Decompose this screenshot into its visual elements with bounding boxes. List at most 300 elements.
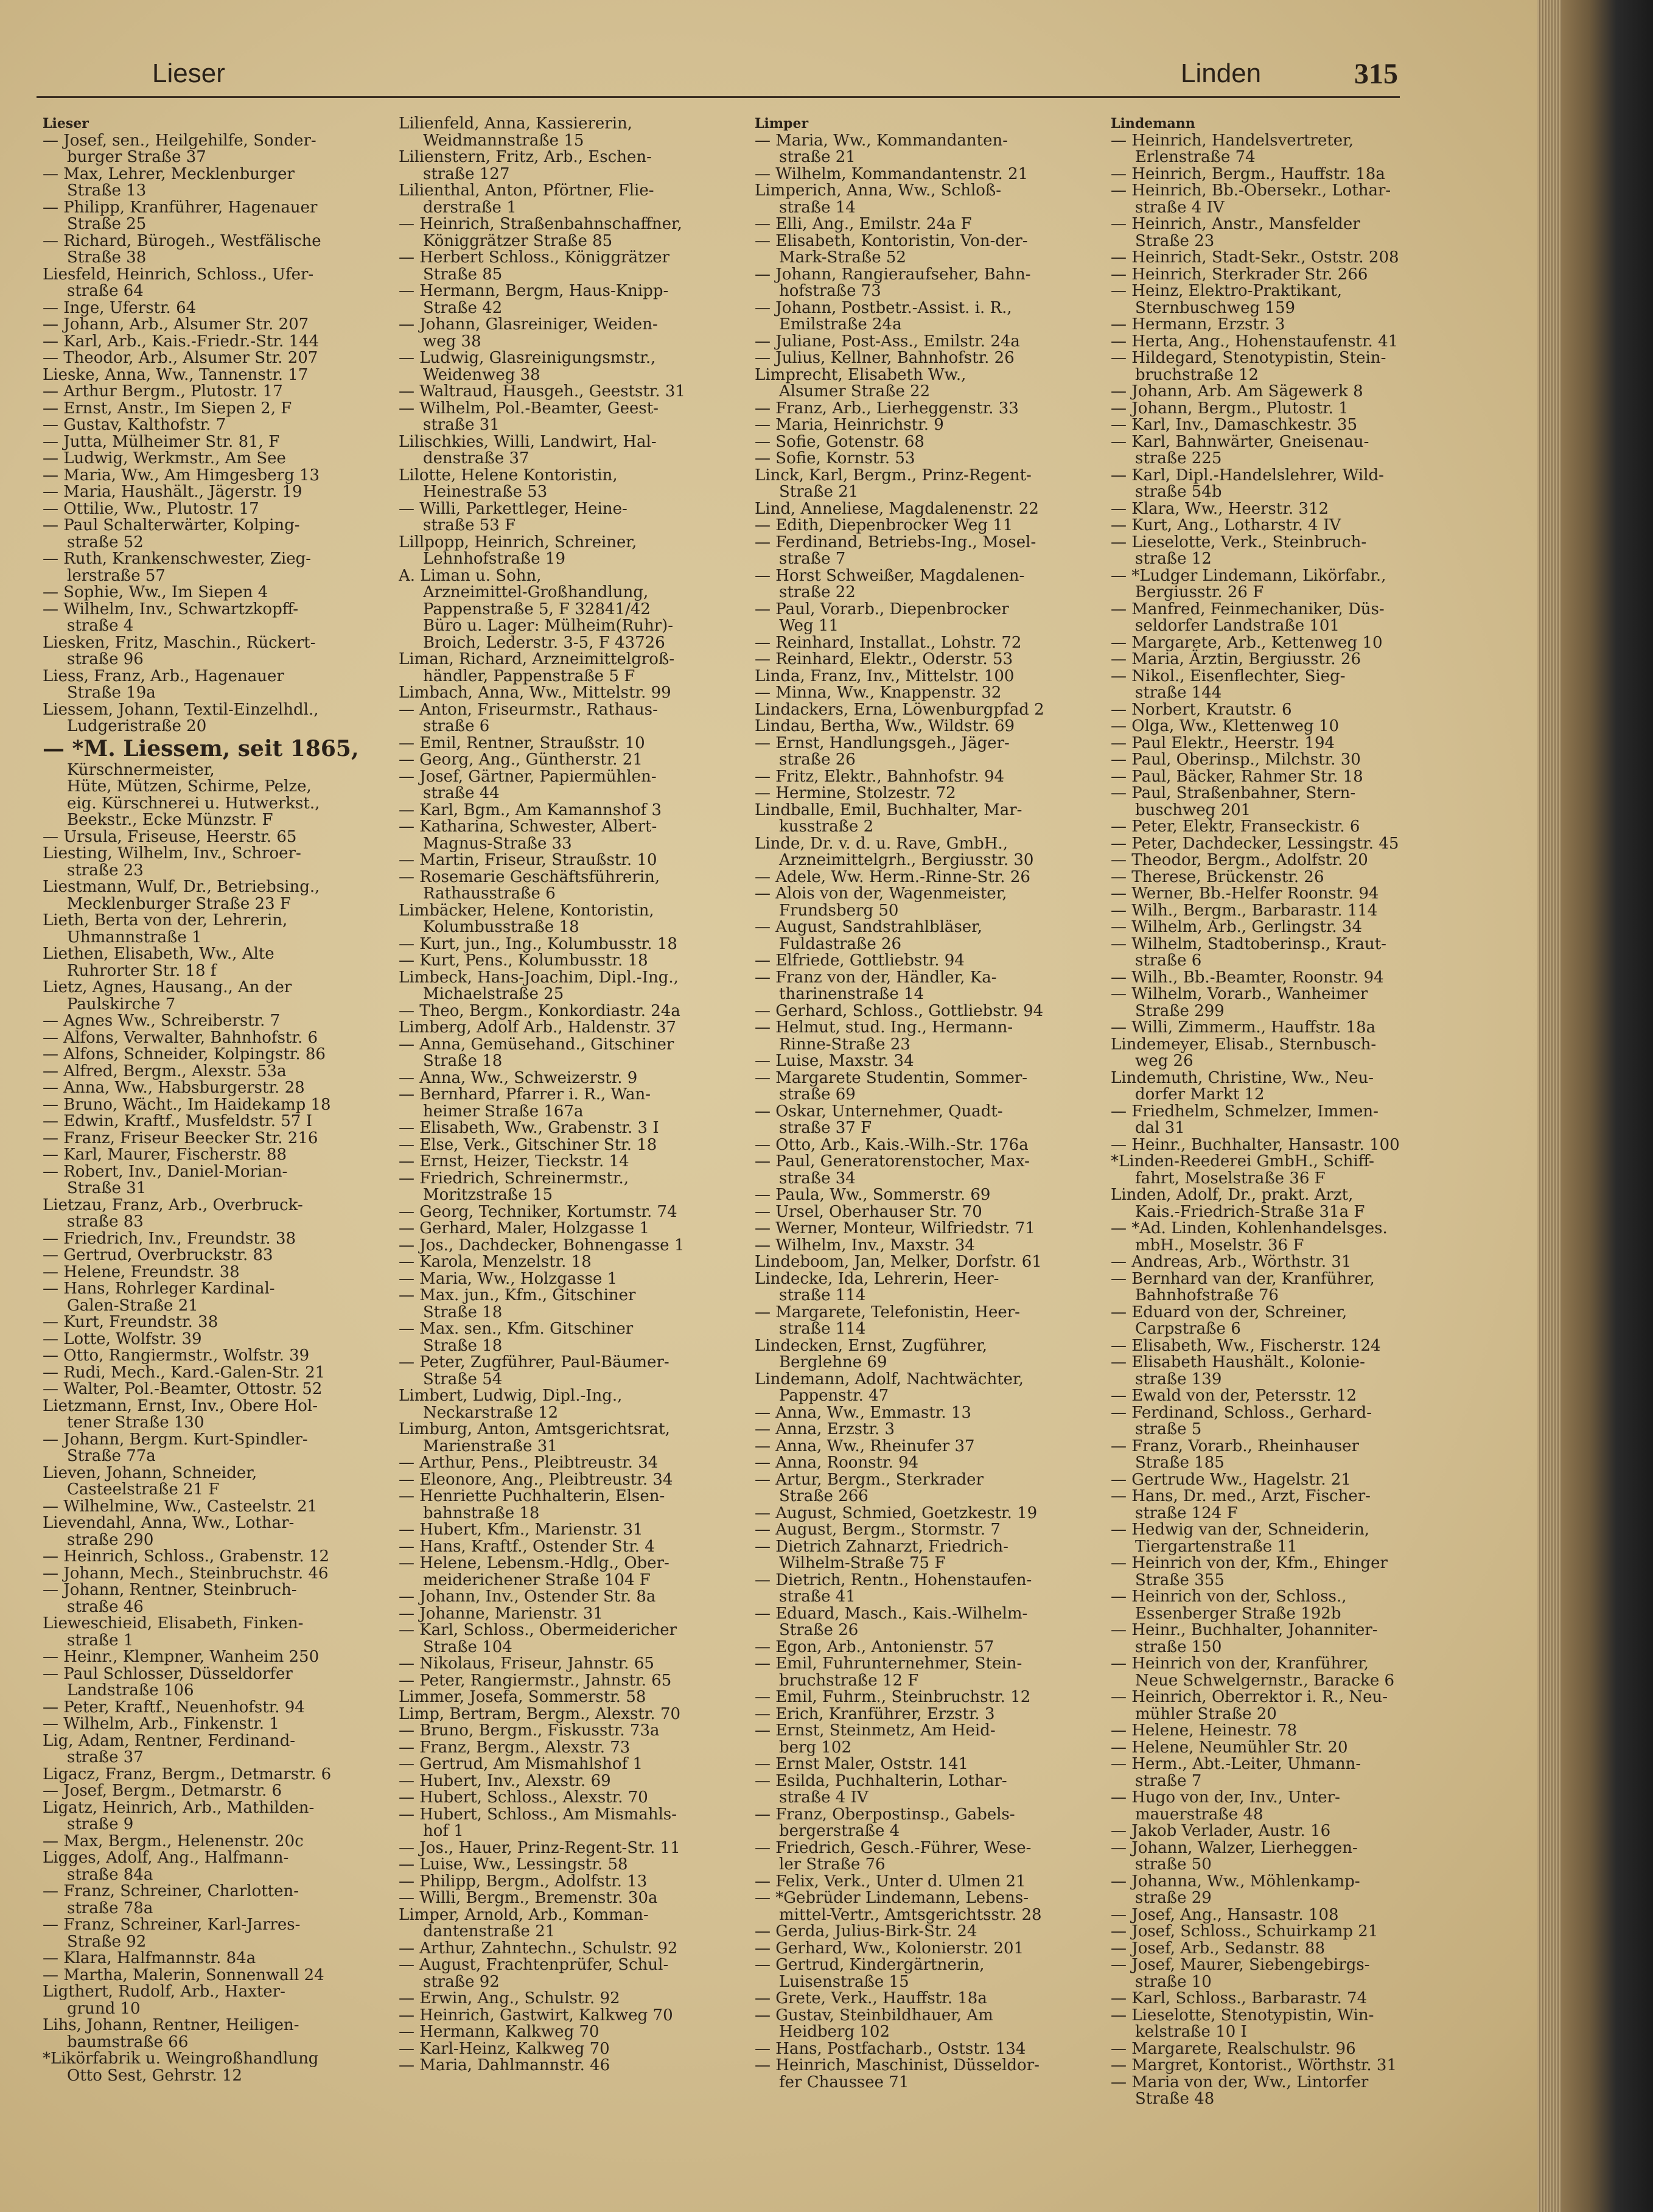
directory-entry-line: — Anna, Roonstr. 94 <box>755 1454 919 1472</box>
directory-entry-line: — Arthur, Pens., Pleibtreustr. 34 <box>399 1454 659 1472</box>
directory-entry-line: Büro u. Lager: Mülheim(Ruhr)- <box>423 617 674 635</box>
directory-entry-line: — Gerhard, Maler, Holzgasse 1 <box>399 1219 649 1237</box>
directory-entry-line: Ruhrorter Str. 18 f <box>67 961 217 980</box>
directory-entry-line: — Rudi, Mech., Kard.-Galen-Str. 21 <box>43 1363 326 1382</box>
directory-entry-line: Moritzstraße 15 <box>423 1186 553 1204</box>
directory-entry-line: Lieweschieid, Elisabeth, Finken- <box>43 1614 304 1633</box>
directory-entry-line: baumstraße 66 <box>67 2032 189 2051</box>
directory-entry-line: Straße 355 <box>1135 1570 1225 1589</box>
directory-entry-line: kelstraße 10 I <box>1135 2023 1247 2041</box>
directory-entry-line: — Paul, Vorarb., Diepenbrocker <box>755 600 1009 618</box>
directory-entry-line: Limperich, Anna, Ww., Schloß- <box>755 181 1002 200</box>
directory-entry-line: — Johann, Arb., Alsumer Str. 207 <box>43 315 309 334</box>
directory-entry-line: Lieser <box>43 116 89 131</box>
directory-entry-line: Linda, Franz, Inv., Mittelstr. 100 <box>755 667 1015 685</box>
directory-entry-line: straße 37 <box>67 1748 144 1766</box>
book-spine <box>1562 0 1653 2212</box>
directory-entry-line: tener Straße 130 <box>67 1413 204 1432</box>
directory-entry-line: — Sofie, Kornstr. 53 <box>755 449 915 467</box>
directory-entry-line: Straße 77a <box>67 1447 156 1465</box>
directory-entry-line: — Franz, Schreiner, Karl-Jarres- <box>43 1916 301 1934</box>
directory-entry-line: straße 290 <box>67 1530 154 1549</box>
directory-entry-line: — Heinz, Elektro-Praktikant, <box>1111 282 1343 300</box>
directory-entry-line: — Heinrich, Schloss., Grabenstr. 12 <box>43 1547 329 1566</box>
directory-entry-line: Straße 48 <box>1135 2090 1215 2108</box>
directory-entry-line: — Georg, Techniker, Kortumstr. 74 <box>399 1202 677 1221</box>
directory-entry-line: — Karl, Inv., Damaschkestr. 35 <box>1111 416 1358 434</box>
directory-entry-line: Luisenstraße 15 <box>779 1972 909 1991</box>
directory-entry-line: — Hubert, Schloss., Alexstr. 70 <box>399 1788 648 1807</box>
directory-entry-line: Pappenstr. 47 <box>779 1387 889 1405</box>
directory-entry-line: — Alfons, Schneider, Kolpingstr. 86 <box>43 1045 326 1063</box>
directory-entry-line: Lindballe, Emil, Buchhalter, Mar- <box>755 800 1022 819</box>
directory-entry-line: — Dietrich, Rentn., Hohenstaufen- <box>755 1570 1032 1589</box>
directory-entry-line: — Hans, Rohrleger Kardinal- <box>43 1279 275 1298</box>
directory-entry-line: eig. Kürschnerei u. Hutwerkst., <box>67 794 320 813</box>
directory-entry-line: Neckarstraße 12 <box>423 1403 559 1422</box>
directory-entry-line: hofstraße 73 <box>779 282 881 300</box>
directory-entry-line: — Wilh., Bergm., Barbarastr. 114 <box>1111 901 1378 920</box>
directory-entry-line: straße 53 F <box>423 516 516 534</box>
directory-entry-line: — Anna, Gemüsehand., Gitschiner <box>399 1035 674 1054</box>
directory-entry-line: Straße 19a <box>67 684 156 702</box>
directory-entry-line: Casteelstraße 21 F <box>67 1480 220 1499</box>
directory-entry-line: — Margarete, Realschulstr. 96 <box>1111 2039 1356 2058</box>
directory-entry-line: — Ewald von der, Petersstr. 12 <box>1111 1387 1357 1405</box>
directory-entry-line: — Max. sen., Kfm. Gitschiner <box>399 1320 634 1338</box>
directory-entry-line: Straße 266 <box>779 1487 868 1505</box>
directory-entry-line: straße 6 <box>423 717 490 735</box>
directory-entry-line: A. Liman u. Sohn, <box>399 566 542 585</box>
directory-entry-line: Straße 85 <box>423 265 503 284</box>
directory-entry-line: Straße 25 <box>67 215 147 233</box>
directory-entry-line: Lilischkies, Willi, Landwirt, Hal- <box>399 432 657 451</box>
directory-entry-line: — Hubert, Schloss., Am Mismahls- <box>399 1805 677 1824</box>
directory-entry-line: — Elisabeth, Kontoristin, Von-der- <box>755 231 1028 250</box>
directory-entry-line: Lilienfeld, Anna, Kassiererin, <box>399 116 633 133</box>
directory-entry-line: — Paul, Bäcker, Rahmer Str. 18 <box>1111 767 1363 786</box>
directory-entry-line: Straße 42 <box>423 298 503 317</box>
directory-entry-line: — Waltraud, Hausgeh., Geeststr. 31 <box>399 382 685 401</box>
directory-entry-line: bergerstraße 4 <box>779 1822 900 1840</box>
directory-entry-line: Lieven, Johann, Schneider, <box>43 1463 257 1482</box>
directory-entry-line: straße 12 <box>1135 550 1212 568</box>
directory-entry-line: dantenstraße 21 <box>423 1922 556 1941</box>
directory-entry-line: — Heinrich, Gastwirt, Kalkweg 70 <box>399 2006 673 2025</box>
directory-entry-line: — Gustav, Kalthofstr. 7 <box>43 416 226 434</box>
directory-entry-line: — Max, Bergm., Helenenstr. 20c <box>43 1832 304 1850</box>
directory-entry-line: — Bruno, Wächt., Im Haidekamp 18 <box>43 1095 331 1114</box>
directory-entry-line: — Wilhelm, Stadtoberinsp., Kraut- <box>1111 934 1386 953</box>
directory-entry-line: — Felix, Verk., Unter d. Ulmen 21 <box>755 1872 1026 1891</box>
directory-entry-line: — Franz, Vorarb., Rheinhauser <box>1111 1437 1359 1455</box>
directory-entry-line: — Wilhelm, Kommandantenstr. 21 <box>755 164 1029 183</box>
directory-entry-line: Ligatz, Heinrich, Arb., Mathilden- <box>43 1798 315 1817</box>
directory-entry-line: meiderichener Straße 104 F <box>423 1570 651 1589</box>
directory-entry-line: — Minna, Ww., Knappenstr. 32 <box>755 684 1002 702</box>
directory-entry-line: straße 29 <box>1135 1889 1212 1907</box>
directory-entry-line: — Maria, Haushält., Jägerstr. 19 <box>43 483 302 501</box>
directory-entry-line: straße 127 <box>423 164 510 183</box>
directory-entry-line: — Heinrich, Maschinist, Düsseldor- <box>755 2056 1040 2074</box>
directory-entry-line: — Robert, Inv., Daniel-Morian- <box>43 1162 288 1181</box>
directory-entry-line: — August, Sandstrahlbläser, <box>755 918 983 936</box>
directory-entry-line: — Eduard, Masch., Kais.-Wilhelm- <box>755 1604 1028 1623</box>
directory-entry-line: Limper <box>755 116 809 131</box>
page-header <box>37 0 1398 107</box>
directory-entry-line: — Josef, Schloss., Schuirkamp 21 <box>1111 1922 1379 1941</box>
directory-entry-line: — Josef, Gärtner, Papiermühlen- <box>399 767 657 786</box>
directory-entry-line: — Helmut, stud. Ing., Hermann- <box>755 1018 1013 1037</box>
directory-entry-line: straße 1 <box>67 1631 134 1650</box>
directory-entry-line: Straße 54 <box>423 1370 503 1388</box>
directory-entry-line: — Olga, Ww., Klettenweg 10 <box>1111 717 1340 735</box>
directory-entry-line: straße 124 F <box>1135 1503 1238 1522</box>
directory-entry-line: — August, Schmied, Goetzkestr. 19 <box>755 1503 1038 1522</box>
directory-entry-line: — Gustav, Steinbildhauer, Am <box>755 2006 993 2025</box>
directory-entry-line: — Willi, Parkettleger, Heine- <box>399 499 627 518</box>
directory-entry-line: — Kurt, Pens., Kolumbusstr. 18 <box>399 951 648 970</box>
directory-entry-line: — Nikolaus, Friseur, Jahnstr. 65 <box>399 1654 654 1673</box>
directory-entry-line: Ludgeristraße 20 <box>67 717 207 735</box>
directory-entry-line: — Maria, Heinrichstr. 9 <box>755 416 944 434</box>
running-head-left: Lieser <box>152 58 225 88</box>
directory-entry-line: — Heinrich, Handelsvertreter, <box>1111 131 1354 150</box>
directory-entry-line: Straße 299 <box>1135 1001 1225 1020</box>
directory-entry-line: Linck, Karl, Bergm., Prinz-Regent- <box>755 466 1032 485</box>
directory-entry-line: — Wilhelm, Arb., Finkenstr. 1 <box>43 1715 279 1733</box>
directory-entry-line: — *M. Liessem, seit 1865, <box>43 735 359 761</box>
directory-entry-line: — Maria von der, Ww., Lintorfer <box>1111 2073 1369 2091</box>
directory-entry-line: — Luise, Ww., Lessingstr. 58 <box>399 1855 628 1874</box>
directory-entry-line: — Karl, Bahnwärter, Gneisenau- <box>1111 432 1369 451</box>
directory-entry-line: — Hermann, Bergm, Haus-Knipp- <box>399 282 669 300</box>
directory-entry-line: — Johanne, Marienstr. 31 <box>399 1604 603 1623</box>
directory-entry-line: — Maria, Ärztin, Bergiusstr. 26 <box>1111 650 1361 668</box>
directory-entry-line: mauerstraße 48 <box>1135 1805 1263 1824</box>
directory-entry-line: weg 38 <box>423 332 481 351</box>
directory-entry-line: tharinenstraße 14 <box>779 985 924 1003</box>
directory-entry-line: hof 1 <box>423 1822 464 1840</box>
directory-entry-line: — Kurt, Ang., Lotharstr. 4 IV <box>1111 516 1341 534</box>
directory-entry-line: — Otto, Arb., Kais.-Wilh.-Str. 176a <box>755 1135 1029 1154</box>
directory-entry-line: straße 50 <box>1135 1855 1212 1874</box>
directory-entry-line: — Herm., Abt.-Leiter, Uhmann- <box>1111 1755 1361 1773</box>
directory-entry-line: mühler Straße 20 <box>1135 1704 1277 1723</box>
directory-entry-line: Alsumer Straße 22 <box>779 382 931 401</box>
directory-entry-line: — Emil, Fuhrm., Steinbruchstr. 12 <box>755 1688 1031 1706</box>
directory-entry-line: — Helene, Neumühler Str. 20 <box>1111 1738 1348 1757</box>
directory-entry-line: Linden, Adolf, Dr., prakt. Arzt, <box>1111 1186 1354 1204</box>
directory-entry-line: — Gertrud, Am Mismahlshof 1 <box>399 1755 643 1773</box>
directory-entry-line: Uhmannstraße 1 <box>67 928 202 947</box>
directory-entry-line: Limbach, Anna, Ww., Mittelstr. 99 <box>399 684 671 702</box>
directory-entry-line: Lindemann, Adolf, Nachtwächter, <box>755 1370 1024 1388</box>
directory-entry-line: — Anton, Friseurmstr., Rathaus- <box>399 700 658 719</box>
directory-entry-line: Berglehne 69 <box>779 1353 887 1371</box>
directory-entry-line: — Hans, Dr. med., Arzt, Fischer- <box>1111 1487 1371 1505</box>
column-2 <box>399 116 724 2197</box>
directory-entry-line: Limprecht, Elisabeth Ww., <box>755 365 966 384</box>
directory-entry-line: Kais.-Friedrich-Straße 31a F <box>1135 1202 1365 1221</box>
directory-entry-line: — Willi, Bergm., Bremenstr. 30a <box>399 1889 658 1907</box>
directory-entry-line: straße 54b <box>1135 483 1222 501</box>
directory-entry-line: — Karl, Dipl.-Handelslehrer, Wild- <box>1111 466 1384 485</box>
directory-entry-line: *Linden-Reederei GmbH., Schiff- <box>1111 1152 1374 1171</box>
directory-entry-line: — Franz, Bergm., Alexstr. 73 <box>399 1738 631 1757</box>
directory-entry-line: — Erich, Kranführer, Erzstr. 3 <box>755 1704 995 1723</box>
directory-entry-line: straße 37 F <box>779 1119 872 1137</box>
directory-entry-line: — Johann, Bergm. Kurt-Spindler- <box>43 1430 308 1449</box>
header-rule <box>37 96 1400 98</box>
directory-entry-line: — Josef, sen., Heilgehilfe, Sonder- <box>43 131 316 150</box>
directory-entry-line: — Wilhelm, Inv., Maxstr. 34 <box>755 1236 975 1255</box>
directory-entry-line: Straße 21 <box>779 483 859 501</box>
directory-entry-line: Königgrätzer Straße 85 <box>423 231 613 250</box>
directory-entry-line: — Fritz, Elektr., Bahnhofstr. 94 <box>755 767 1005 786</box>
directory-entry-line: straße 64 <box>67 282 144 300</box>
directory-entry-line: mbH., Moselstr. 36 F <box>1135 1236 1304 1255</box>
directory-entry-line: Frundsberg 50 <box>779 901 899 920</box>
directory-entry-line: straße 96 <box>67 650 144 668</box>
directory-entry-line: Lietz, Agnes, Hausang., An der <box>43 978 292 996</box>
directory-entry-line: straße 22 <box>779 583 856 601</box>
directory-entry-line: Mecklenburger Straße 23 F <box>67 894 291 913</box>
directory-entry-line: seldorfer Landstraße 101 <box>1135 617 1340 635</box>
directory-entry-line: — Lieselotte, Stenotypistin, Win- <box>1111 2006 1374 2025</box>
directory-entry-line: — Horst Schweißer, Magdalenen- <box>755 566 1025 585</box>
directory-entry-line: Pappenstraße 5, F 32841/42 <box>423 600 651 618</box>
directory-entry-line: Weg 11 <box>779 617 839 635</box>
directory-entry-line: straße 5 <box>1135 1420 1202 1438</box>
directory-entry-line: — Philipp, Kranführer, Hagenauer <box>43 198 318 217</box>
directory-entry-line: Arzneimittel-Großhandlung, <box>423 583 649 601</box>
directory-entry-line: straße 34 <box>779 1169 856 1188</box>
directory-entry-line: — Norbert, Krautstr. 6 <box>1111 700 1292 719</box>
directory-entry-line: berg 102 <box>779 1738 851 1757</box>
directory-entry-line: — Friedrich, Gesch.-Führer, Wese- <box>755 1838 1032 1857</box>
directory-entry-line: — Julius, Kellner, Bahnhofstr. 26 <box>755 349 1015 367</box>
directory-entry-line: — Maria, Ww., Kommandanten- <box>755 131 1008 150</box>
directory-entry-line: straße 78a <box>67 1899 153 1917</box>
directory-entry-line: Bahnhofstraße 76 <box>1135 1286 1279 1304</box>
directory-entry-line: — Jos., Dachdecker, Bohnengasse 1 <box>399 1236 685 1255</box>
directory-entry-line: straße 7 <box>1135 1771 1202 1790</box>
directory-entry-line: — Johann, Inv., Ostender Str. 8a <box>399 1587 656 1606</box>
directory-entry-line: — Luise, Maxstr. 34 <box>755 1052 914 1070</box>
directory-entry-line: denstraße 37 <box>423 449 529 467</box>
directory-entry-line: — Else, Verk., Gitschiner Str. 18 <box>399 1135 657 1154</box>
directory-entry-line: Magnus-Straße 33 <box>423 834 572 853</box>
directory-entry-line: — Wilhelm, Arb., Gerlingstr. 34 <box>1111 918 1363 936</box>
directory-entry-line: straße 139 <box>1135 1370 1222 1388</box>
directory-entry-line: Lindemeyer, Elisab., Sternbusch- <box>1111 1035 1377 1054</box>
directory-entry-line: — Nikol., Eisenflechter, Sieg- <box>1111 667 1346 685</box>
directory-entry-line: Paulskirche 7 <box>67 995 176 1013</box>
directory-entry-line: — Katharina, Schwester, Albert- <box>399 817 657 836</box>
directory-entry-line: Liess, Franz, Arb., Hagenauer <box>43 667 284 685</box>
directory-entry-line: — Gerda, Julius-Birk-Str. 24 <box>755 1922 977 1941</box>
directory-entry-line: — Franz, Friseur Beecker Str. 216 <box>43 1129 318 1147</box>
directory-entry-line: Limbäcker, Helene, Kontoristin, <box>399 901 654 920</box>
directory-entry-line: — Friedhelm, Schmelzer, Immen- <box>1111 1102 1379 1121</box>
directory-entry-line: — Bernhard van der, Kranführer, <box>1111 1269 1375 1288</box>
directory-entry-line: straße 21 <box>779 148 856 166</box>
directory-entry-line: — Heinrich, Bergm., Hauffstr. 18a <box>1111 164 1385 183</box>
directory-entry-line: — Elisabeth Haushält., Kolonie- <box>1111 1353 1365 1371</box>
directory-entry-line: — Alfred, Bergm., Alexstr. 53a <box>43 1062 287 1080</box>
directory-entry-line: straße 92 <box>423 1972 500 1991</box>
directory-entry-line: — Anna, Ww., Habsburgerstr. 28 <box>43 1079 305 1097</box>
directory-entry-line: — Margarete Studentin, Sommer- <box>755 1068 1028 1087</box>
directory-entry-line: — Margarete, Arb., Kettenweg 10 <box>1111 633 1383 652</box>
directory-entry-line: straße 83 <box>67 1213 144 1231</box>
directory-entry-line: — Johann, Glasreiniger, Weiden- <box>399 315 658 334</box>
column-3 <box>755 116 1080 2197</box>
directory-entry-line: — Paul Schalterwärter, Kolping- <box>43 516 300 534</box>
directory-entry-line: Marienstraße 31 <box>423 1437 557 1455</box>
directory-entry-line: händler, Pappenstraße 5 F <box>423 667 635 685</box>
directory-entry-line: — Ernst, Handlungsgeh., Jäger- <box>755 733 1010 752</box>
directory-entry-line: — Lotte, Wolfstr. 39 <box>43 1329 202 1348</box>
directory-entry-line: — Friedrich, Inv., Freundstr. 38 <box>43 1229 296 1248</box>
directory-entry-line: — *Gebrüder Lindemann, Lebens- <box>755 1889 1029 1907</box>
directory-entry-line: — Peter, Kraftf., Neuenhofstr. 94 <box>43 1698 305 1717</box>
directory-entry-line: — Oskar, Unternehmer, Quadt- <box>755 1102 1003 1121</box>
directory-entry-line: — Arthur Bergm., Plutostr. 17 <box>43 382 283 401</box>
directory-entry-line: — Georg, Ang., Güntherstr. 21 <box>399 751 643 769</box>
directory-entry-line: mittel-Vertr., Amtsgerichtsstr. 28 <box>779 1905 1042 1924</box>
directory-entry-line: Mark-Straße 52 <box>779 248 906 267</box>
directory-entry-line: Straße 18 <box>423 1303 503 1321</box>
directory-entry-line: Weidmannstraße 15 <box>423 131 584 150</box>
directory-entry-line: — Dietrich Zahnarzt, Friedrich- <box>755 1537 1008 1556</box>
page-number: 315 <box>1354 58 1398 90</box>
directory-entry-line: — August, Bergm., Stormstr. 7 <box>755 1521 1001 1539</box>
directory-entry-line: — Heinrich von der, Kfm., Ehinger <box>1111 1554 1388 1572</box>
directory-entry-line: straße 23 <box>67 861 144 880</box>
directory-entry-line: bahnstraße 18 <box>423 1503 540 1522</box>
directory-entry-line: Liestmann, Wulf, Dr., Betriebsing., <box>43 878 320 896</box>
directory-entry-line: Straße 31 <box>67 1179 147 1197</box>
directory-entry-line: Lietzmann, Ernst, Inv., Obere Hol- <box>43 1396 318 1415</box>
directory-entry-line: Wilhelm-Straße 75 F <box>779 1554 946 1572</box>
directory-entry-line: — Ottilie, Ww., Plutostr. 17 <box>43 499 259 518</box>
directory-entry-line: Lindemuth, Christine, Ww., Neu- <box>1111 1068 1374 1087</box>
directory-entry-line: — Andreas, Arb., Wörthstr. 31 <box>1111 1253 1352 1271</box>
directory-entry-line: — Heinrich, Bb.-Obersekr., Lothar- <box>1111 181 1391 200</box>
directory-entry-line: — Johann, Walzer, Lierheggen- <box>1111 1838 1358 1857</box>
directory-entry-line: — Theodor, Bergm., Adolfstr. 20 <box>1111 851 1368 869</box>
directory-entry-line: — Maria, Ww., Holzgasse 1 <box>399 1269 618 1288</box>
directory-entry-line: Limbert, Ludwig, Dipl.-Ing., <box>399 1387 623 1405</box>
directory-entry-line: — Maria, Ww., Am Himgesberg 13 <box>43 466 320 485</box>
directory-entry-line: — Heinrich, Stadt-Sekr., Oststr. 208 <box>1111 248 1399 267</box>
directory-entry-line: — Heinr., Buchhalter, Johanniter- <box>1111 1621 1378 1639</box>
directory-entry-line: — Helene, Heinestr. 78 <box>1111 1721 1298 1740</box>
directory-entry-line: — Richard, Bürogeh., Westfälische <box>43 231 321 250</box>
directory-entry-line: Straße 104 <box>423 1637 512 1656</box>
directory-entry-line: — Ludwig, Werkmstr., Am See <box>43 449 286 467</box>
directory-entry-line: — Peter, Dachdecker, Lessingstr. 45 <box>1111 834 1399 853</box>
directory-entry-line: straße 52 <box>67 533 144 551</box>
directory-entry-line: straße 114 <box>779 1286 866 1304</box>
directory-entry-line: Galen-Straße 21 <box>67 1296 198 1315</box>
directory-entry-line: — Hans, Kraftf., Ostender Str. 4 <box>399 1537 655 1556</box>
column-4 <box>1111 116 1436 2197</box>
directory-entry-line: straße 44 <box>423 784 500 802</box>
directory-entry-line: dorfer Markt 12 <box>1135 1085 1265 1104</box>
directory-entry-line: Limberg, Adolf Arb., Haldenstr. 37 <box>399 1018 677 1037</box>
directory-entry-line: — Egon, Arb., Antonienstr. 57 <box>755 1637 994 1656</box>
directory-entry-line: Lindecken, Ernst, Zugführer, <box>755 1336 988 1355</box>
directory-entry-line: — Max. jun., Kfm., Gitschiner <box>399 1286 636 1304</box>
directory-entry-line: Lilotte, Helene Kontoristin, <box>399 466 618 485</box>
directory-entry-line: — Karl-Heinz, Kalkweg 70 <box>399 2039 610 2058</box>
directory-entry-line: — Arthur, Zahntechn., Schulstr. 92 <box>399 1939 678 1958</box>
directory-entry-line: — Ferdinand, Schloss., Gerhard- <box>1111 1403 1372 1422</box>
directory-entry-line: — Friedrich, Schreinermstr., <box>399 1169 629 1188</box>
directory-entry-line: Lievendahl, Anna, Ww., Lothar- <box>43 1514 295 1532</box>
directory-entry-line: — Sophie, Ww., Im Siepen 4 <box>43 583 268 601</box>
directory-entry-line: straße 31 <box>423 416 500 434</box>
directory-entry-line: Beekstr., Ecke Münzstr. F <box>67 811 273 829</box>
directory-entry-line: dal 31 <box>1135 1119 1185 1137</box>
directory-entry-line: — Helene, Lebensm.-Hdlg., Ober- <box>399 1554 669 1572</box>
directory-entry-line: — Wilhelm, Inv., Schwartzkopff- <box>43 600 299 618</box>
directory-entry-line: Lehnhofstraße 19 <box>423 550 565 568</box>
directory-entry-line: buschweg 201 <box>1135 800 1251 819</box>
directory-entry-line: *Likörfabrik u. Weingroßhandlung <box>43 2049 319 2068</box>
directory-entry-line: — Ruth, Krankenschwester, Zieg- <box>43 550 312 568</box>
directory-entry-line: — Hubert, Kfm., Marienstr. 31 <box>399 1521 643 1539</box>
directory-entry-line: — Bernhard, Pfarrer i. R., Wan- <box>399 1085 651 1104</box>
directory-entry-line: straße 26 <box>779 751 856 769</box>
directory-entry-line: — Franz, Arb., Lierheggenstr. 33 <box>755 399 1019 418</box>
directory-entry-line: Lindackers, Erna, Löwenburgpfad 2 <box>755 700 1044 719</box>
directory-entry-line: — Paul Elektr., Heerstr. 194 <box>1111 733 1335 752</box>
directory-entry-line: Kolumbusstraße 18 <box>423 918 579 936</box>
directory-entry-line: Limper, Arnold, Arb., Komman- <box>399 1905 649 1924</box>
directory-entry-line: — Heinrich, Sterkrader Str. 266 <box>1111 265 1368 284</box>
directory-entry-line: — Philipp, Bergm., Adolfstr. 13 <box>399 1872 648 1891</box>
directory-entry-line: — Jutta, Mülheimer Str. 81, F <box>43 432 280 451</box>
directory-entry-line: straße 4 IV <box>1135 198 1225 217</box>
directory-entry-line: — Franz, Oberpostinsp., Gabels- <box>755 1805 1015 1824</box>
directory-entry-line: Linde, Dr. v. d. u. Rave, GmbH., <box>755 834 1008 853</box>
directory-entry-line: — Hans, Postfacharb., Oststr. 134 <box>755 2039 1026 2058</box>
directory-entry-line: — Hildegard, Stenotypistin, Stein- <box>1111 349 1386 367</box>
directory-entry-line: Heinestraße 53 <box>423 483 548 501</box>
directory-entry-line: — Werner, Monteur, Wilfriedstr. 71 <box>755 1219 1035 1237</box>
directory-entry-line: — Sofie, Gotenstr. 68 <box>755 432 924 451</box>
directory-entry-line: — Josef, Arb., Sedanstr. 88 <box>1111 1939 1326 1958</box>
directory-entry-line: straße 41 <box>779 1587 856 1606</box>
directory-entry-line: Lilienthal, Anton, Pförtner, Flie- <box>399 181 654 200</box>
directory-entry-line: Kürschnermeister, <box>67 760 215 779</box>
directory-entry-line: Landstraße 106 <box>67 1681 194 1699</box>
directory-entry-line: — Johann, Rentner, Steinbruch- <box>43 1581 297 1599</box>
directory-entry-line: — Josef, Maurer, Siebengebirgs- <box>1111 1956 1370 1974</box>
directory-entry-line: — Wilhelmine, Ww., Casteelstr. 21 <box>43 1497 318 1516</box>
directory-entry-line: Straße 13 <box>67 181 147 200</box>
directory-entry-line: — Johann, Mech., Steinbruchstr. 46 <box>43 1564 329 1583</box>
directory-columns <box>43 116 1418 2197</box>
directory-entry-line: Liessem, Johann, Textil-Einzelhdl., <box>43 700 319 719</box>
directory-entry-line: Liesting, Wilhelm, Inv., Schroer- <box>43 844 301 863</box>
directory-entry-line: — Heinrich, Anstr., Mansfelder <box>1111 215 1360 233</box>
directory-entry-line: — Theodor, Arb., Alsumer Str. 207 <box>43 349 318 367</box>
